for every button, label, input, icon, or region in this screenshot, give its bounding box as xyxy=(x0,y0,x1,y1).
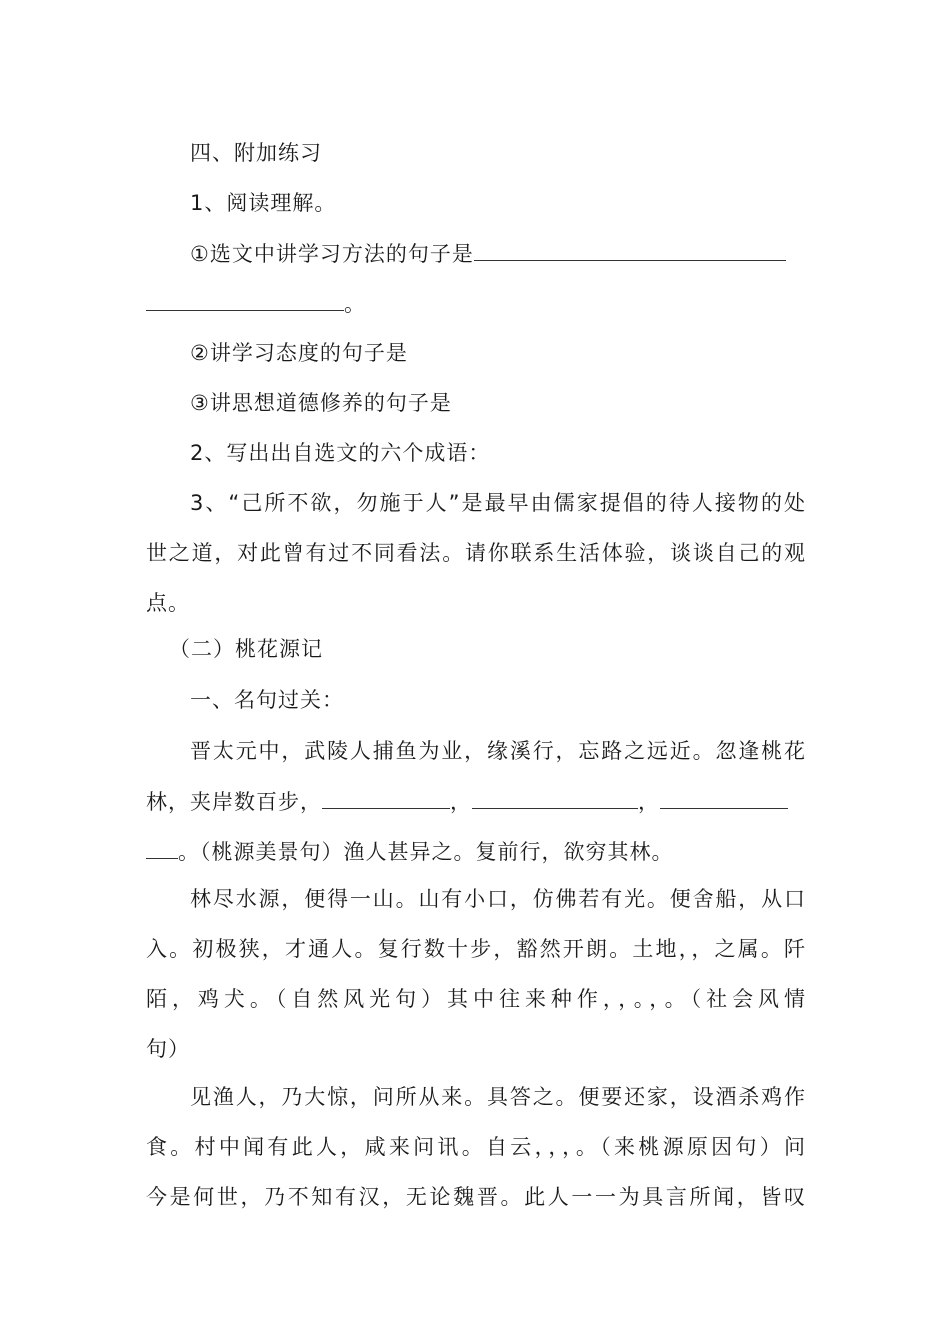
answer-blank[interactable] xyxy=(146,836,178,859)
question-line xyxy=(146,288,806,318)
paragraph-line: 食。村中闻有此人，咸来问讯。自云，，，。（来桃源原因句）问 xyxy=(146,1135,806,1159)
question-text: ①选文中讲学习方法的句子是 xyxy=(190,242,474,266)
section-heading: （二）桃花源记 xyxy=(169,637,323,661)
question-heading: 一、名句过关： xyxy=(190,688,344,712)
punctuation: ， xyxy=(450,790,472,814)
question-text: ②讲学习态度的句子是 xyxy=(190,341,408,365)
question-heading: 1、阅读理解。 xyxy=(190,191,337,215)
answer-blank[interactable] xyxy=(474,238,786,261)
section-heading: 四、附加练习 xyxy=(190,141,322,165)
paragraph-line: 句） xyxy=(146,1037,190,1061)
question-text: 2、写出出自选文的六个成语： xyxy=(190,441,491,465)
paragraph-line: 点。 xyxy=(146,591,190,615)
paragraph-line: 见渔人，乃大惊，问所从来。具答之。便要还家，设酒杀鸡作 xyxy=(190,1085,806,1109)
answer-blank[interactable] xyxy=(146,288,344,311)
paragraph-line: 晋太元中，武陵人捕鱼为业，缘溪行，忘路之远近。忽逢桃花 xyxy=(190,739,806,763)
question-text: ③讲思想道德修养的句子是 xyxy=(190,391,452,415)
paragraph-line xyxy=(146,836,806,866)
paragraph-line: 林尽水源，便得一山。山有小口，仿佛若有光。便舍船，从口 xyxy=(190,887,806,911)
punctuation: ， xyxy=(638,790,660,814)
paragraph-line: 入。初极狭，才通人。复行数十步，豁然开朗。土地，，之属。阡 xyxy=(146,937,806,961)
paragraph-line: 世之道，对此曾有过不同看法。请你联系生活体验，谈谈自己的观 xyxy=(146,541,806,565)
answer-blank[interactable] xyxy=(660,786,788,809)
answer-blank[interactable] xyxy=(472,786,638,809)
paragraph-line: 陌，鸡犬。（自然风光句）其中往来种作，，。，。（社会风情 xyxy=(146,987,806,1011)
punctuation: 。 xyxy=(344,292,366,316)
question-line xyxy=(190,238,850,268)
paragraph-line: 3、“己所不欲，勿施于人”是最早由儒家提倡的待人接物的处 xyxy=(190,491,806,515)
paragraph-text: 林，夹岸数百步， xyxy=(146,790,322,814)
paragraph-text: 。（桃源美景句）渔人甚异之。复前行，欲穷其林。 xyxy=(178,840,674,864)
paragraph-line xyxy=(146,786,806,816)
answer-blank[interactable] xyxy=(322,786,450,809)
paragraph-line: 今是何世，乃不知有汉，无论魏晋。此人一一为具言所闻，皆叹 xyxy=(146,1185,806,1209)
